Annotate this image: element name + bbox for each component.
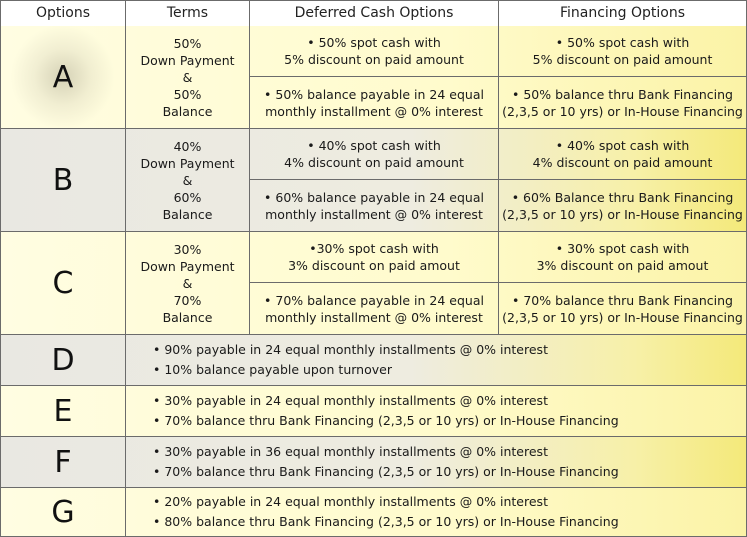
deferred-line: • 50% spot cash with <box>307 35 441 50</box>
deferred-line: • 50% balance payable in 24 equal <box>264 86 484 102</box>
header-financing: Financing Options <box>559 5 686 21</box>
header-options: Options <box>1 1 126 26</box>
option-details <box>126 488 746 536</box>
option-row-d <box>1 335 746 386</box>
deferred-line: monthly installment @ 0% interest <box>265 103 483 119</box>
option-letter: A <box>52 59 74 95</box>
financing-line: • 30% spot cash with <box>555 241 690 256</box>
option-letter-cell <box>1 488 126 536</box>
financing-line: • 50% balance thru Bank Financing <box>512 86 733 102</box>
detail-line: • 20% payable in 24 equal monthly installments @ 0% interest <box>153 494 548 509</box>
detail-line: • 90% payable in 24 equal monthly installments @ 0% interest <box>153 342 548 357</box>
terms-line: 30% <box>173 241 202 257</box>
deferred-line: monthly installment @ 0% interest <box>265 206 483 222</box>
deferred-line: •30% spot cash with <box>309 241 439 256</box>
deferred-top-cell <box>250 232 499 283</box>
option-letter: G <box>51 494 75 530</box>
terms-cell <box>126 232 250 334</box>
deferred-line: • 40% spot cash with <box>307 138 441 153</box>
terms-line: 60% <box>173 189 202 205</box>
deferred-line: 5% discount on paid amount <box>284 52 464 67</box>
deferred-line: monthly installment @ 0% interest <box>265 309 483 325</box>
deferred-top-cell <box>250 129 499 180</box>
option-row-c <box>1 232 746 335</box>
terms-line: Down Payment <box>140 155 235 171</box>
option-row-e <box>1 386 746 437</box>
detail-line: • 30% payable in 24 equal monthly installments @ 0% interest <box>153 393 548 408</box>
option-row-b <box>1 129 746 232</box>
deferred-bottom-cell <box>250 77 499 128</box>
detail-line: • 70% balance thru Bank Financing (2,3,5 or 10 yrs) or In-House Financing <box>153 464 619 479</box>
option-row-a <box>1 26 746 129</box>
terms-line: 50% <box>173 86 202 102</box>
header-terms: Terms <box>126 1 250 26</box>
option-details <box>126 386 746 436</box>
option-letter: F <box>54 444 72 480</box>
header-deferred-cash: Deferred Cash Options <box>250 1 499 26</box>
financing-bottom-cell <box>499 77 746 128</box>
option-row-g <box>1 488 746 536</box>
option-letter-cell <box>1 437 126 487</box>
terms-cell <box>126 129 250 231</box>
terms-line: Down Payment <box>140 258 235 274</box>
financing-line: 3% discount on paid amout <box>536 258 709 273</box>
deferred-bottom-cell <box>250 180 499 231</box>
deferred-top-cell <box>250 26 499 77</box>
financing-line: (2,3,5 or 10 yrs) or In-House Financing <box>502 309 743 325</box>
option-row-f <box>1 437 746 488</box>
terms-line: & <box>182 275 193 291</box>
financing-line: (2,3,5 or 10 yrs) or In-House Financing <box>502 103 743 119</box>
option-details <box>126 335 746 385</box>
financing-line: • 70% balance thru Bank Financing <box>512 292 733 308</box>
terms-line: Down Payment <box>140 52 235 68</box>
terms-line: & <box>182 69 193 85</box>
option-letter-cell <box>1 129 126 231</box>
terms-line: Balance <box>162 103 213 119</box>
terms-line: Balance <box>162 309 213 325</box>
detail-line: • 30% payable in 36 equal monthly installments @ 0% interest <box>153 444 548 459</box>
terms-line: 50% <box>173 35 202 51</box>
option-details <box>126 437 746 487</box>
option-letter: D <box>51 342 75 378</box>
option-letter-cell <box>1 386 126 436</box>
financing-bottom-cell <box>499 180 746 231</box>
terms-line: 40% <box>173 138 202 154</box>
option-letter: B <box>52 162 74 198</box>
financing-line: 4% discount on paid amount <box>532 155 713 170</box>
deferred-line: 4% discount on paid amount <box>284 155 464 170</box>
option-letter-cell <box>1 26 126 128</box>
table-header <box>1 1 746 27</box>
financing-line: • 60% Balance thru Bank Financing <box>511 189 734 205</box>
financing-top-cell <box>499 129 746 180</box>
terms-line: & <box>182 172 193 188</box>
financing-top-cell <box>499 26 746 77</box>
detail-line: • 70% balance thru Bank Financing (2,3,5 or 10 yrs) or In-House Financing <box>153 413 619 428</box>
detail-line: • 10% balance payable upon turnover <box>153 362 392 377</box>
terms-line: 70% <box>173 292 202 308</box>
option-letter: C <box>52 265 74 301</box>
financing-line: (2,3,5 or 10 yrs) or In-House Financing <box>502 206 743 222</box>
financing-bottom-cell <box>499 283 746 334</box>
financing-line: 5% discount on paid amount <box>532 52 713 67</box>
financing-top-cell <box>499 232 746 283</box>
option-letter: E <box>53 393 73 429</box>
deferred-line: • 60% balance payable in 24 equal <box>264 189 484 205</box>
option-letter-cell <box>1 232 126 334</box>
financing-line: • 40% spot cash with <box>555 138 690 153</box>
detail-line: • 80% balance thru Bank Financing (2,3,5 or 10 yrs) or In-House Financing <box>153 514 619 529</box>
terms-cell <box>126 26 250 128</box>
deferred-line: • 70% balance payable in 24 equal <box>264 292 484 308</box>
financing-line: • 50% spot cash with <box>555 35 690 50</box>
deferred-line: 3% discount on paid amout <box>288 258 460 273</box>
deferred-bottom-cell <box>250 283 499 334</box>
option-letter-cell <box>1 335 126 385</box>
terms-line: Balance <box>162 206 213 222</box>
